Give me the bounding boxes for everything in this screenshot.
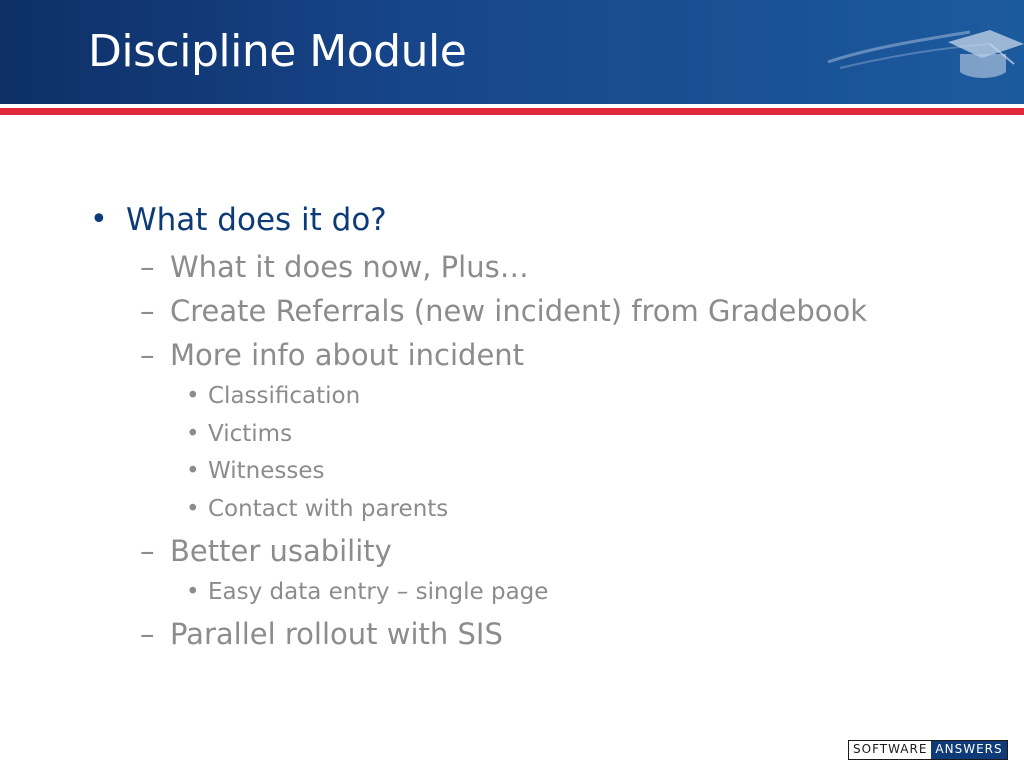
dash-marker: –	[140, 617, 155, 651]
software-answers-logo	[848, 740, 1008, 760]
bullet-marker: •	[186, 579, 200, 605]
bullet-marker: •	[186, 421, 200, 447]
bullet-marker: •	[90, 202, 108, 237]
sub-bullet-text: More info about incident	[170, 338, 525, 372]
bullet-marker: •	[186, 383, 200, 409]
dash-marker: –	[140, 338, 155, 372]
sub-bullet-text: Better usability	[170, 534, 392, 568]
slide-title: Discipline Module	[88, 26, 467, 77]
dash-marker: –	[140, 250, 155, 284]
dash-marker: –	[140, 294, 155, 328]
slide-header	[0, 0, 1024, 104]
logo-software-text: SOFTWARE	[849, 741, 931, 759]
graduation-cap-icon	[820, 18, 1024, 98]
logo-answers-text: ANSWERS	[931, 741, 1006, 759]
dash-marker: –	[140, 534, 155, 568]
header-divider-red	[0, 108, 1024, 115]
item-text: Classification	[208, 383, 361, 409]
item-text: Victims	[208, 421, 293, 447]
item-text: Witnesses	[208, 458, 325, 484]
bullet-marker: •	[186, 496, 200, 522]
item-text: Easy data entry – single page	[208, 579, 549, 605]
bullet-marker: •	[186, 458, 200, 484]
sub-bullet-text: Create Referrals (new incident) from Gradebook	[170, 294, 868, 328]
item-text: Contact with parents	[208, 496, 449, 522]
sub-bullet-text: Parallel rollout with SIS	[170, 617, 503, 651]
sub-bullet-text: What it does now, Plus…	[170, 250, 529, 284]
bullet-text: What does it do?	[126, 202, 387, 238]
